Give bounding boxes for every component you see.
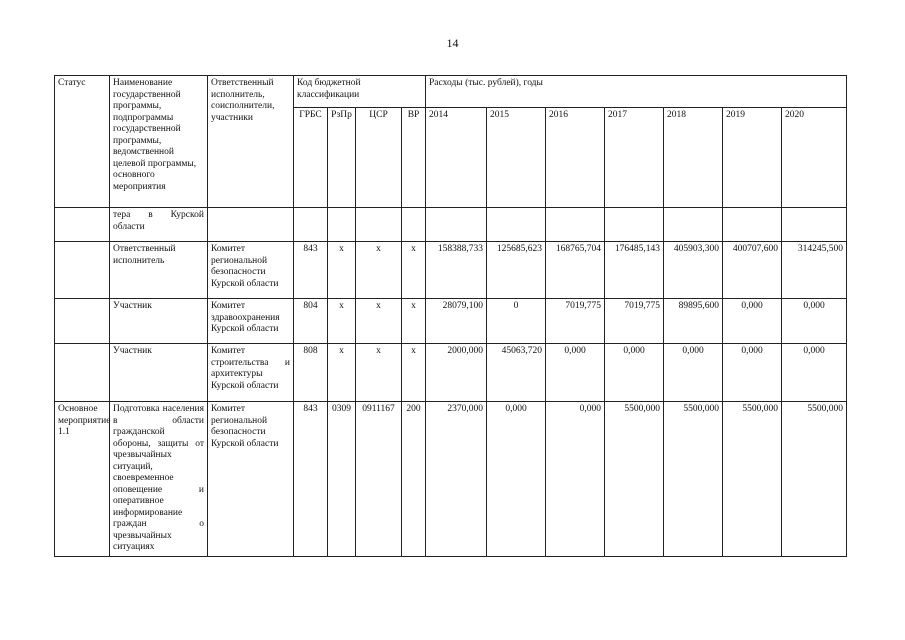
- cell-value: [664, 208, 723, 242]
- cell-csr: 0911167: [356, 402, 402, 557]
- cell-value: 0,000: [782, 344, 847, 402]
- cell-rzpr: x: [328, 242, 356, 299]
- cell-value: [546, 208, 605, 242]
- cell-csr: x: [356, 299, 402, 344]
- cell-value: 405903,300: [664, 242, 723, 299]
- cell-vr: [402, 208, 426, 242]
- cell-status: [55, 208, 110, 242]
- cell-vr: x: [402, 344, 426, 402]
- cell-value: 0,000: [546, 344, 605, 402]
- header-year: 2016: [546, 108, 605, 208]
- cell-value: [487, 208, 546, 242]
- header-year: 2019: [723, 108, 782, 208]
- table-row: [55, 208, 847, 242]
- page-number: 14: [446, 36, 459, 50]
- cell-status: Основное мероприятие 1.1: [55, 402, 110, 557]
- cell-value: 168765,704: [546, 242, 605, 299]
- cell-value: 158388,733: [426, 242, 487, 299]
- cell-value: 5500,000: [605, 402, 664, 557]
- cell-rzpr: x: [328, 299, 356, 344]
- cell-value: [723, 208, 782, 242]
- cell-value: [782, 208, 847, 242]
- header-row-1: [55, 76, 847, 108]
- cell-grbs: 843: [294, 402, 328, 557]
- cell-csr: x: [356, 242, 402, 299]
- header-budget-code: Код бюджетной классификации: [294, 76, 426, 108]
- header-expenses: Расходы (тыс. рублей), годы: [426, 76, 847, 108]
- cell-grbs: 804: [294, 299, 328, 344]
- cell-responsible: Комитет строительства и архитектуры Курской области: [208, 344, 294, 402]
- table-row: [55, 402, 847, 557]
- cell-value: 0,000: [487, 402, 546, 557]
- cell-grbs: [294, 208, 328, 242]
- cell-value: [426, 208, 487, 242]
- cell-value: 89895,600: [664, 299, 723, 344]
- header-year: 2014: [426, 108, 487, 208]
- cell-csr: [356, 208, 402, 242]
- table-row: [55, 242, 847, 299]
- cell-value: 0,000: [546, 402, 605, 557]
- cell-grbs: 808: [294, 344, 328, 402]
- budget-table: [54, 75, 847, 557]
- header-year: 2020: [782, 108, 847, 208]
- header-year: 2017: [605, 108, 664, 208]
- cell-name: Подготовка населения в области гражданской обороны, защиты от чрезвычайных ситуаций, своевременное оповещение и оперативное информирование граждан о чрезвычайных ситуациях: [110, 402, 208, 557]
- cell-status: [55, 242, 110, 299]
- header-year: 2018: [664, 108, 723, 208]
- cell-csr: x: [356, 344, 402, 402]
- cell-value: 5500,000: [664, 402, 723, 557]
- cell-value: [605, 208, 664, 242]
- header-year: 2015: [487, 108, 546, 208]
- cell-rzpr: x: [328, 344, 356, 402]
- cell-rzpr: [328, 208, 356, 242]
- cell-grbs: 843: [294, 242, 328, 299]
- table-row: [55, 344, 847, 402]
- cell-value: 0,000: [723, 344, 782, 402]
- cell-value: 28079,100: [426, 299, 487, 344]
- cell-value: 0: [487, 299, 546, 344]
- cell-value: 45063,720: [487, 344, 546, 402]
- cell-name: Ответственный исполнитель: [110, 242, 208, 299]
- header-vr: ВР: [402, 108, 426, 208]
- cell-vr: 200: [402, 402, 426, 557]
- cell-value: 0,000: [723, 299, 782, 344]
- cell-name: Участник: [110, 299, 208, 344]
- cell-value: 2000,000: [426, 344, 487, 402]
- cell-name: Участник: [110, 344, 208, 402]
- cell-value: 5500,000: [782, 402, 847, 557]
- header-rzpr: РзПр: [328, 108, 356, 208]
- cell-vr: x: [402, 299, 426, 344]
- cell-value: 176485,143: [605, 242, 664, 299]
- cell-value: 2370,000: [426, 402, 487, 557]
- cell-value: 314245,500: [782, 242, 847, 299]
- cell-responsible: Комитет региональной безопасности Курской области: [208, 242, 294, 299]
- cell-value: 0,000: [782, 299, 847, 344]
- cell-value: 7019,775: [546, 299, 605, 344]
- cell-value: 0,000: [605, 344, 664, 402]
- cell-status: [55, 299, 110, 344]
- cell-responsible: Комитет здравоохранения Курской области: [208, 299, 294, 344]
- cell-value: 0,000: [664, 344, 723, 402]
- cell-responsible: [208, 208, 294, 242]
- cell-value: 5500,000: [723, 402, 782, 557]
- cell-rzpr: 0309: [328, 402, 356, 557]
- header-grbs: ГРБС: [294, 108, 328, 208]
- cell-value: 7019,775: [605, 299, 664, 344]
- header-name: Наименование государственной программы, подпрограммы государственной программы, ведомственной целевой программы, основного мероприятия: [110, 76, 208, 208]
- cell-name: тера в Курской области: [110, 208, 208, 242]
- table-row: [55, 299, 847, 344]
- cell-status: [55, 344, 110, 402]
- cell-value: 400707,600: [723, 242, 782, 299]
- cell-value: 125685,623: [487, 242, 546, 299]
- header-responsible: Ответственный исполнитель, соисполнители, участники: [208, 76, 294, 208]
- header-csr: ЦСР: [356, 108, 402, 208]
- cell-responsible: Комитет региональной безопасности Курской области: [208, 402, 294, 557]
- cell-vr: x: [402, 242, 426, 299]
- header-status: Статус: [55, 76, 110, 208]
